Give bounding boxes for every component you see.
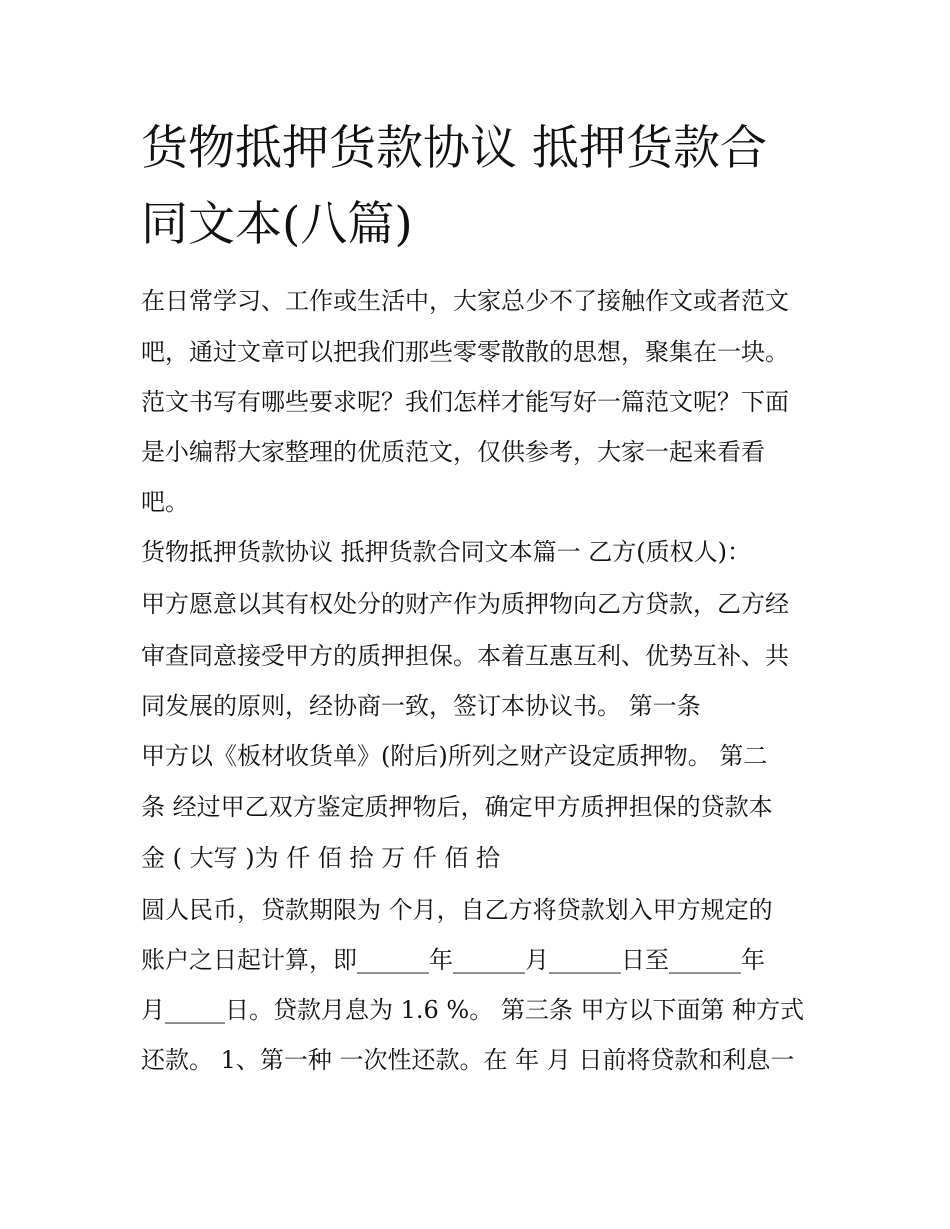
body-line: 吧，通过文章可以把我们那些零零散散的思想，聚集在一块。 (141, 338, 789, 366)
body-line: 是小编帮大家整理的优质范文，仅供参考，大家一起来看看 (141, 438, 765, 466)
body-line: 月_____日。贷款月息为 1.6 %。 第三条 甲方以下面第 种方式 (141, 996, 805, 1024)
body-line: 甲方愿意以其有权处分的财产作为质押物向乙方贷款，乙方经 (141, 590, 789, 618)
document-title-line-1: 货物抵押货款协议 抵押货款合 (141, 121, 767, 176)
body-line: 吧。 (141, 488, 189, 516)
body-line: 圆人民币，贷款期限为 个月，自乙方将贷款划入甲方规定的 (141, 896, 773, 924)
body-line: 在日常学习、工作或生活中，大家总少不了接触作文或者范文 (141, 287, 789, 315)
body-line: 甲方以《板材收货单》(附后)所列之财产设定质押物。 第二 (141, 742, 768, 770)
body-line: 账户之日起计算，即______年______月______日至______年 (141, 946, 765, 974)
body-line: 同发展的原则，经协商一致，签订本协议书。 第一条 (141, 692, 701, 720)
document-title-line-2: 同文本(八篇) (141, 197, 413, 252)
body-line: 还款。 1、第一种 一次性还款。在 年 月 日前将贷款和利息一 (141, 1046, 795, 1074)
body-line: 金 ( 大写 )为 仟 佰 拾 万 仟 佰 拾 (141, 844, 501, 872)
body-line: 范文书写有哪些要求呢？我们怎样才能写好一篇范文呢？下面 (141, 388, 789, 416)
body-line: 条 经过甲乙双方鉴定质押物后，确定甲方质押担保的贷款本 (141, 793, 773, 821)
body-line: 审查同意接受甲方的质押担保。本着互惠互利、优势互补、共 (141, 642, 789, 670)
body-line: 货物抵押货款协议 抵押货款合同文本篇一 乙方(质权人)： (141, 538, 751, 566)
